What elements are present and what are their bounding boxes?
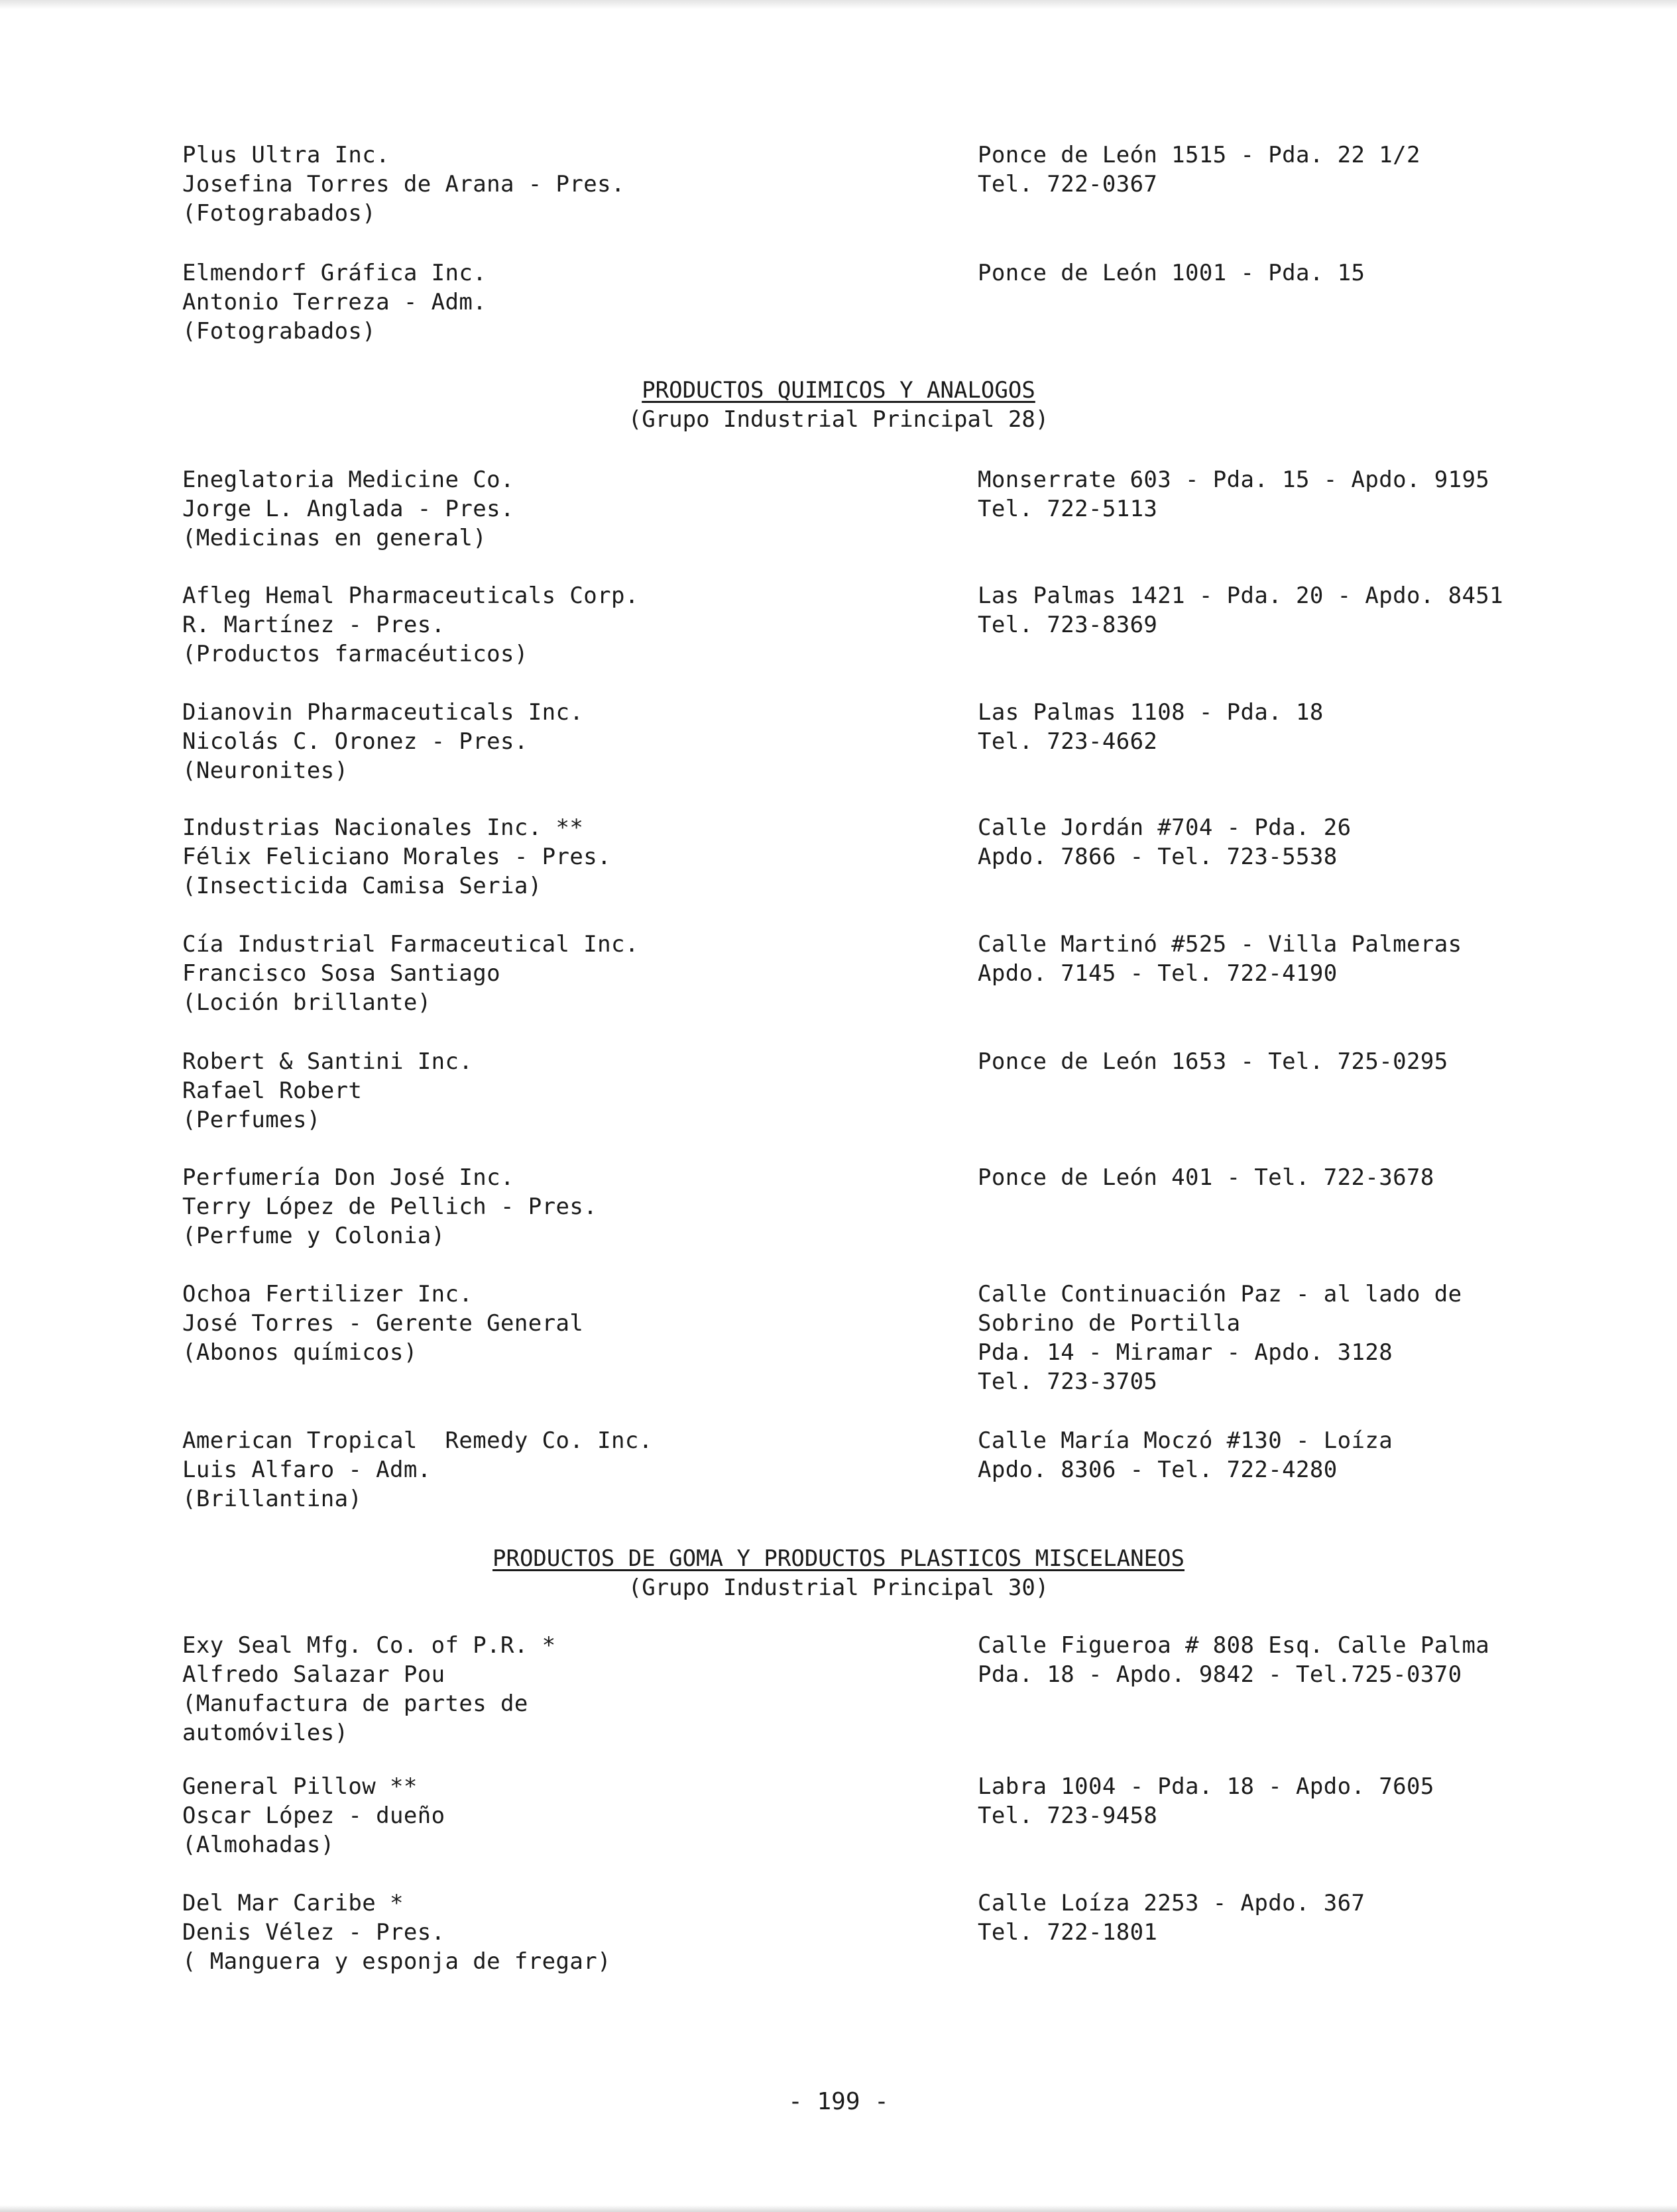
company-info <box>182 930 945 1017</box>
company-product: (Loción brillante) <box>182 989 432 1016</box>
company-info <box>182 1772 945 1859</box>
company-info <box>182 1163 945 1250</box>
company-info <box>182 698 945 785</box>
company-product: (Fotograbados) <box>182 200 376 227</box>
company-address <box>978 813 1641 871</box>
company-name: Eneglatoria Medicine Co. <box>182 467 514 493</box>
company-address <box>978 1047 1641 1076</box>
address-line: Calle Martinó #525 - Villa Palmeras <box>978 931 1462 958</box>
address-line: Labra 1004 - Pda. 18 - Apdo. 7605 <box>978 1773 1434 1800</box>
address-line: Apdo. 7866 - Tel. 723-5538 <box>978 844 1338 870</box>
company-product: (Fotograbados) <box>182 318 376 345</box>
company-name: Plus Ultra Inc. <box>182 142 390 168</box>
company-product: (Brillantina) <box>182 1486 363 1512</box>
address-line: Calle Figueroa # 808 Esq. Calle Palma <box>978 1632 1490 1659</box>
company-contact: José Torres - Gerente General <box>182 1310 584 1337</box>
company-contact: Jorge L. Anglada - Pres. <box>182 496 514 522</box>
section-subtitle: (Grupo Industrial Principal 30) <box>628 1575 1049 1601</box>
company-contact: Oscar López - dueño <box>182 1802 445 1829</box>
company-product: (Neuronites) <box>182 757 349 784</box>
company-address <box>978 258 1641 288</box>
company-product: (Insecticida Camisa Seria) <box>182 873 542 899</box>
company-contact: Terry López de Pellich - Pres. <box>182 1193 598 1220</box>
company-name: General Pillow ** <box>182 1773 418 1800</box>
company-product: (Abonos químicos) <box>182 1339 418 1366</box>
address-line: Pda. 18 - Apdo. 9842 - Tel.725-0370 <box>978 1661 1462 1688</box>
company-product: (Manufactura de partes de <box>182 1690 528 1717</box>
company-contact: Denis Vélez - Pres. <box>182 1919 445 1946</box>
company-contact: Nicolás C. Oronez - Pres. <box>182 728 528 755</box>
address-line: Calle María Moczó #130 - Loíza <box>978 1427 1393 1454</box>
address-line: Ponce de León 1515 - Pda. 22 1/2 <box>978 142 1420 168</box>
address-line: Tel. 722-1801 <box>978 1919 1158 1946</box>
company-name: Perfumería Don José Inc. <box>182 1164 514 1191</box>
company-contact: Rafael Robert <box>182 1078 363 1104</box>
company-address <box>978 1631 1641 1689</box>
address-line: Tel. 723-8369 <box>978 612 1158 638</box>
company-address <box>978 465 1641 524</box>
company-name: Afleg Hemal Pharmaceuticals Corp. <box>182 582 639 609</box>
company-address <box>978 1772 1641 1830</box>
address-line: Tel. 723-4662 <box>978 728 1158 755</box>
company-product: (Perfumes) <box>182 1107 321 1133</box>
company-contact: Félix Feliciano Morales - Pres. <box>182 844 611 870</box>
company-name: Elmendorf Gráfica Inc. <box>182 260 487 286</box>
address-line: Pda. 14 - Miramar - Apdo. 3128 <box>978 1339 1393 1366</box>
company-product: (Medicinas en general) <box>182 525 487 551</box>
address-line: Calle Jordán #704 - Pda. 26 <box>978 814 1352 841</box>
company-address <box>978 581 1641 639</box>
company-address <box>978 140 1641 199</box>
company-address <box>978 930 1641 988</box>
company-contact: Antonio Terreza - Adm. <box>182 289 487 315</box>
company-name: Robert & Santini Inc. <box>182 1048 473 1075</box>
address-line: Tel. 723-3705 <box>978 1368 1158 1395</box>
company-info <box>182 1889 945 1976</box>
company-info <box>182 1631 945 1747</box>
company-name: Industrias Nacionales Inc. ** <box>182 814 584 841</box>
address-line: Tel. 722-5113 <box>978 496 1158 522</box>
address-line: Apdo. 8306 - Tel. 722-4280 <box>978 1457 1338 1483</box>
section-heading <box>0 1544 1677 1602</box>
scan-bottom-edge <box>0 2205 1677 2212</box>
company-address <box>978 1426 1641 1484</box>
address-line: Las Palmas 1421 - Pda. 20 - Apdo. 8451 <box>978 582 1504 609</box>
page-number: - 199 - <box>788 2088 889 2115</box>
address-line: Sobrino de Portilla <box>978 1310 1241 1337</box>
company-info <box>182 140 945 228</box>
company-info <box>182 581 945 669</box>
company-name: Del Mar Caribe * <box>182 1890 404 1916</box>
address-line: Calle Loíza 2253 - Apdo. 367 <box>978 1890 1365 1916</box>
company-address <box>978 1280 1641 1396</box>
section-title: PRODUCTOS DE GOMA Y PRODUCTOS PLASTICOS MISCELANEOS <box>492 1545 1185 1572</box>
company-product: (Almohadas) <box>182 1832 335 1858</box>
company-name: Exy Seal Mfg. Co. of P.R. * <box>182 1632 556 1659</box>
company-contact: Alfredo Salazar Pou <box>182 1661 445 1688</box>
company-info <box>182 1280 945 1367</box>
address-line: Apdo. 7145 - Tel. 722-4190 <box>978 960 1338 987</box>
company-product: ( Manguera y esponja de fregar) <box>182 1948 611 1975</box>
section-title: PRODUCTOS QUIMICOS Y ANALOGOS <box>642 377 1035 404</box>
address-line: Ponce de León 401 - Tel. 722-3678 <box>978 1164 1434 1191</box>
company-product: (Perfume y Colonia) <box>182 1223 445 1249</box>
company-name: Ochoa Fertilizer Inc. <box>182 1281 473 1307</box>
company-contact: Francisco Sosa Santiago <box>182 960 501 987</box>
address-line: Tel. 723-9458 <box>978 1802 1158 1829</box>
company-contact: Luis Alfaro - Adm. <box>182 1457 432 1483</box>
company-contact: Josefina Torres de Arana - Pres. <box>182 171 625 197</box>
company-name: Cía Industrial Farmaceutical Inc. <box>182 931 639 958</box>
address-line: Calle Continuación Paz - al lado de <box>978 1281 1462 1307</box>
address-line: Tel. 722-0367 <box>978 171 1158 197</box>
company-product: (Productos farmacéuticos) <box>182 641 528 667</box>
company-info <box>182 1426 945 1514</box>
company-info <box>182 1047 945 1134</box>
address-line: Ponce de León 1653 - Tel. 725-0295 <box>978 1048 1448 1075</box>
company-info <box>182 813 945 901</box>
company-contact: R. Martínez - Pres. <box>182 612 445 638</box>
company-address <box>978 1163 1641 1192</box>
company-product: automóviles) <box>182 1720 349 1746</box>
company-address <box>978 698 1641 756</box>
company-name: American Tropical Remedy Co. Inc. <box>182 1427 653 1454</box>
company-name: Dianovin Pharmaceuticals Inc. <box>182 699 584 726</box>
company-info <box>182 465 945 553</box>
address-line: Monserrate 603 - Pda. 15 - Apdo. 9195 <box>978 467 1490 493</box>
section-heading <box>0 376 1677 434</box>
section-subtitle: (Grupo Industrial Principal 28) <box>628 406 1049 433</box>
company-address <box>978 1889 1641 1947</box>
company-info <box>182 258 945 346</box>
scan-top-edge <box>0 0 1677 9</box>
address-line: Las Palmas 1108 - Pda. 18 <box>978 699 1324 726</box>
address-line: Ponce de León 1001 - Pda. 15 <box>978 260 1365 286</box>
